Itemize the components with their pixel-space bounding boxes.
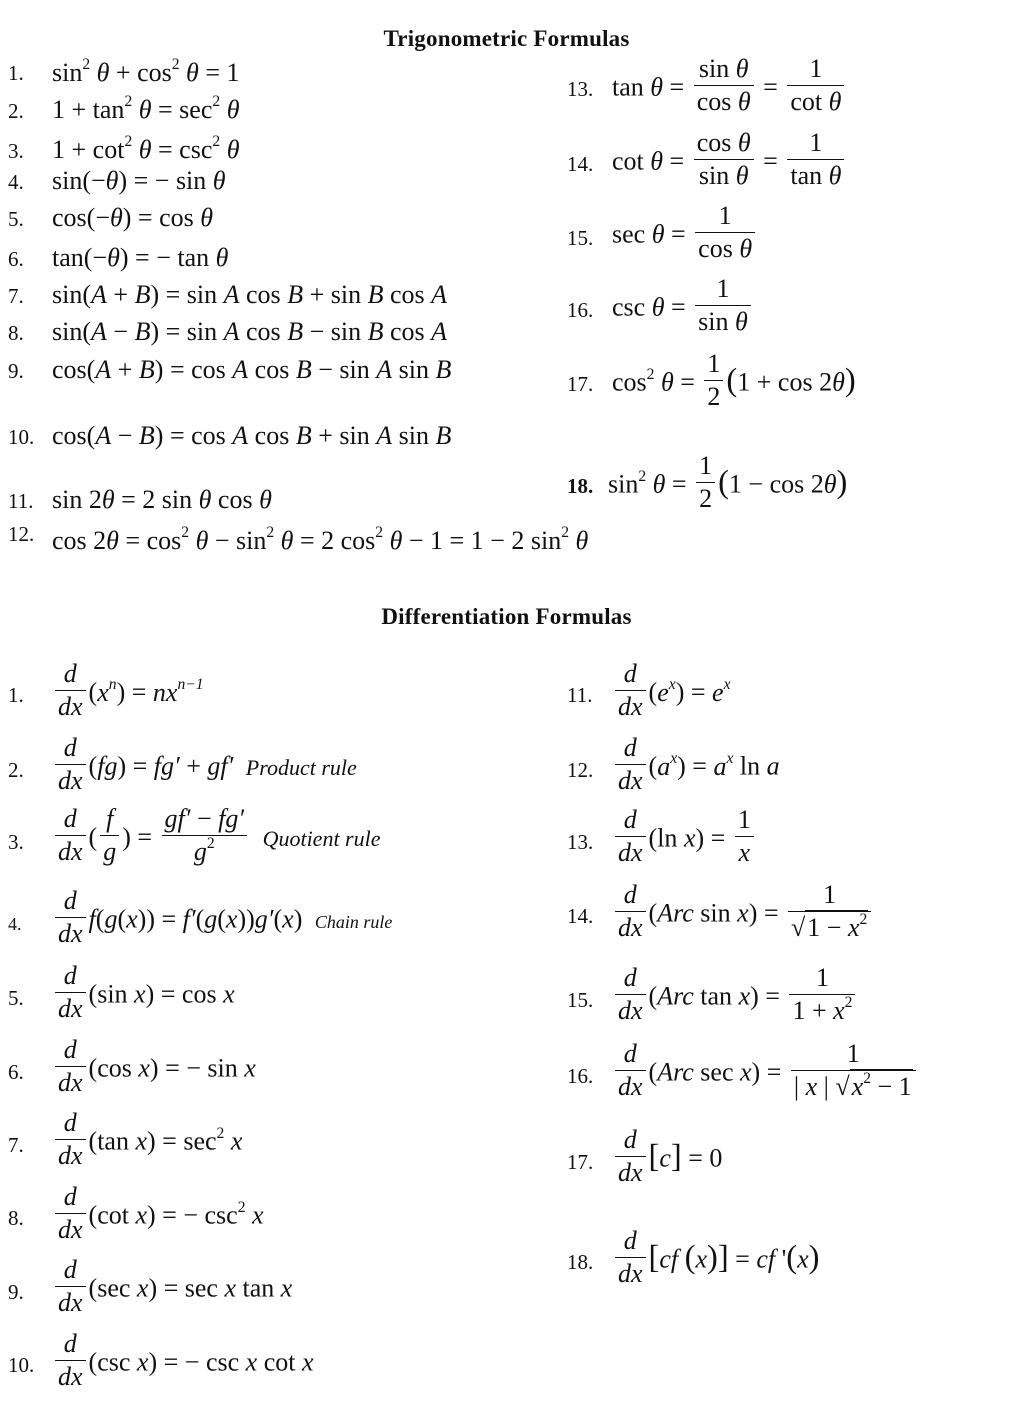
dx-symbol: dx (58, 691, 83, 721)
trig-section-title: Trigonometric Formulas (383, 26, 630, 51)
diff-formula-16: $\frac{d}{dx}$ (Arc sec x) = $\frac{1}{| x | √x^2 - 1}$ (612, 1043, 919, 1106)
diff-number-1: 1. (8, 683, 24, 707)
trig-number-3: 3. (8, 139, 24, 163)
diff-number-4: 4. (8, 914, 22, 934)
trig-formula-11: sin 2θ = 2 sin θ cos θ (52, 485, 272, 514)
diff-number-3: 3. (8, 830, 24, 854)
diff-formula-18: $\frac{d}{dx}$ [cf (x)] = cf '(x) (612, 1230, 820, 1293)
trig-formula-8: sin(A − B) = sin A cos B − sin B cos A (52, 317, 448, 346)
trig-formula-4: sin(−θ) = − sin θ (52, 166, 226, 195)
diff-formula-7: $\frac{d}{dx}$ (tan $x) = \sec^2 x$ (52, 1112, 242, 1175)
trig-formula-10: cos(A − B) = cos A cos B + sin A sin B (52, 421, 452, 450)
trig-formula-7: sin(A + B) = sin A cos B + sin B cos A (52, 280, 448, 309)
trig-formula-6: tan(−θ) = − tan θ (52, 243, 229, 272)
diff-number-8: 8. (8, 1206, 24, 1230)
quotient-rule-label: Quotient rule (262, 825, 381, 851)
diff-number-6: 6. (8, 1060, 24, 1084)
diff-number-7: 7. (8, 1133, 24, 1157)
diff-formula-11: $\frac{d}{dx}$ $(e^x) = e^x$ (612, 663, 730, 726)
trig-number-9: 9. (8, 359, 24, 383)
trig-formula-5: cos(−θ) = cos θ (52, 203, 214, 232)
trig-formula-3: $1 + \cot^2 \theta = \csc^2 \theta$ (52, 133, 240, 164)
trig-number-11: 11. (8, 489, 34, 513)
diff-number-12: 12. (567, 758, 594, 782)
diff-number-10: 10. (8, 1353, 35, 1377)
diff-section-title: Differentiation Formulas (381, 604, 632, 629)
diff-formula-12: $\frac{d}{dx}$ $(a^x) = a^x$ ln a (612, 737, 780, 800)
trig-number-18: 18. (567, 474, 594, 498)
diff-formula-2: $\frac{d}{dx}$ (fg) = fg′ + gf′ Product rule (52, 737, 357, 800)
trig-number-6: 6. (8, 247, 24, 271)
trig-number-17: 17. (567, 372, 594, 396)
diff-number-16: 16. (567, 1064, 594, 1088)
trig-number-1: 1. (8, 61, 24, 85)
d-symbol: d (63, 659, 77, 689)
trig-number-4: 4. (8, 170, 24, 194)
diff-formula-8: $\frac{d}{dx}$ (cot x) = − $\csc^2 x$ (52, 1186, 264, 1249)
diff-number-9: 9. (8, 1280, 24, 1304)
chain-rule-label: Chain rule (314, 911, 393, 932)
trig-number-2: 2. (8, 99, 24, 123)
trig-formula-14: cot θ = $\frac{\text{cos θ}}{\text{sin θ}}$ = $\frac{1}{\text{tan θ}}$ (612, 132, 847, 195)
trig-number-15: 15. (567, 226, 594, 250)
trig-formula-16: csc θ = $\frac{1}{\text{sin θ}}$ (612, 278, 754, 341)
diff-formula-3: $\frac{d}{dx}$ ( $\frac{f}{g}$ ) = $\frac{gf' - fg'}{g^2}$ Quotient rule (52, 808, 381, 871)
diff-formula-15: $\frac{d}{dx}$ (Arc tan x) = $\frac{1}{1 + x^2}$ (612, 967, 858, 1030)
diff-formula-10: $\frac{d}{dx}$ (csc x) = − csc x cot x (52, 1333, 314, 1396)
trig-number-10: 10. (8, 425, 35, 449)
trig-formula-12: $\cos 2\theta = \cos^2 \theta - \sin^2 \theta = 2$ $\cos^2 \theta - 1 = 1 - 2$ $\sin^2 \theta$ (52, 524, 589, 555)
diff-formula-5: $\frac{d}{dx}$ (sin x) = cos x (52, 965, 235, 1028)
diff-number-17: 17. (567, 1150, 594, 1174)
diff-formula-14: $\frac{d}{dx}$ (Arc sin x) = $\frac{1}{√1 - x^2}$ (612, 884, 874, 947)
trig-number-14: 14. (567, 152, 594, 176)
diff-number-15: 15. (567, 988, 594, 1012)
diff-formula-6: $\frac{d}{dx}$ (cos x) = − sin x (52, 1039, 256, 1102)
trig-formula-1: $\sin^2 \theta + \cos^2 \theta = 1$ (52, 56, 240, 87)
trig-number-5: 5. (8, 207, 24, 231)
diff-number-5: 5. (8, 986, 24, 1010)
trig-formula-17: $\cos^2 \theta$ = $\frac{1}{2}$ (1 + cos 2θ) (612, 349, 856, 411)
diff-formula-9: $\frac{d}{dx}$ (sec x) = sec x tan x (52, 1259, 292, 1322)
trig-formula-15: sec θ = $\frac{1}{\text{cos θ}}$ (612, 205, 758, 268)
diff-number-2: 2. (8, 758, 24, 782)
diff-formula-4: $\frac{d}{dx}$ f(g(x)) = f′(g(x))g′(x) Chain rule (52, 890, 392, 953)
trig-formula-9: cos(A + B) = cos A cos B − sin A sin B (52, 355, 452, 384)
trig-number-7: 7. (8, 284, 24, 308)
diff-number-13: 13. (567, 830, 594, 854)
diff-formula-17: $\frac{d}{dx}$ [c] = 0 (612, 1129, 722, 1192)
diff-number-11: 11. (567, 683, 593, 707)
diff-formula-13: $\frac{d}{dx}$ (ln x) = $\frac{1}{x}$ (612, 809, 757, 872)
trig-formula-13: tan θ = $\frac{\text{sin θ}}{\text{cos θ}}$ = $\frac{1}{\text{cot θ}}$ (612, 58, 847, 121)
trig-number-13: 13. (567, 77, 594, 101)
diff-number-18: 18. (567, 1250, 594, 1274)
diff-number-14: 14. (567, 904, 594, 928)
trig-number-8: 8. (8, 321, 24, 345)
trig-formula-2: $1 + \tan^2 \theta = \sec^2 \theta$ (52, 93, 240, 124)
product-rule-label: Product rule (245, 754, 357, 780)
trig-number-12: 12. (8, 522, 35, 546)
trig-number-16: 16. (567, 298, 594, 322)
diff-formula-1: $\frac{d}{dx}$ $(x^n) = nx^{n-1}$ (52, 663, 204, 726)
trig-formula-18: $\sin^2 \theta$ = $\frac{1}{2}$ (1 − cos 2θ) (608, 451, 848, 513)
